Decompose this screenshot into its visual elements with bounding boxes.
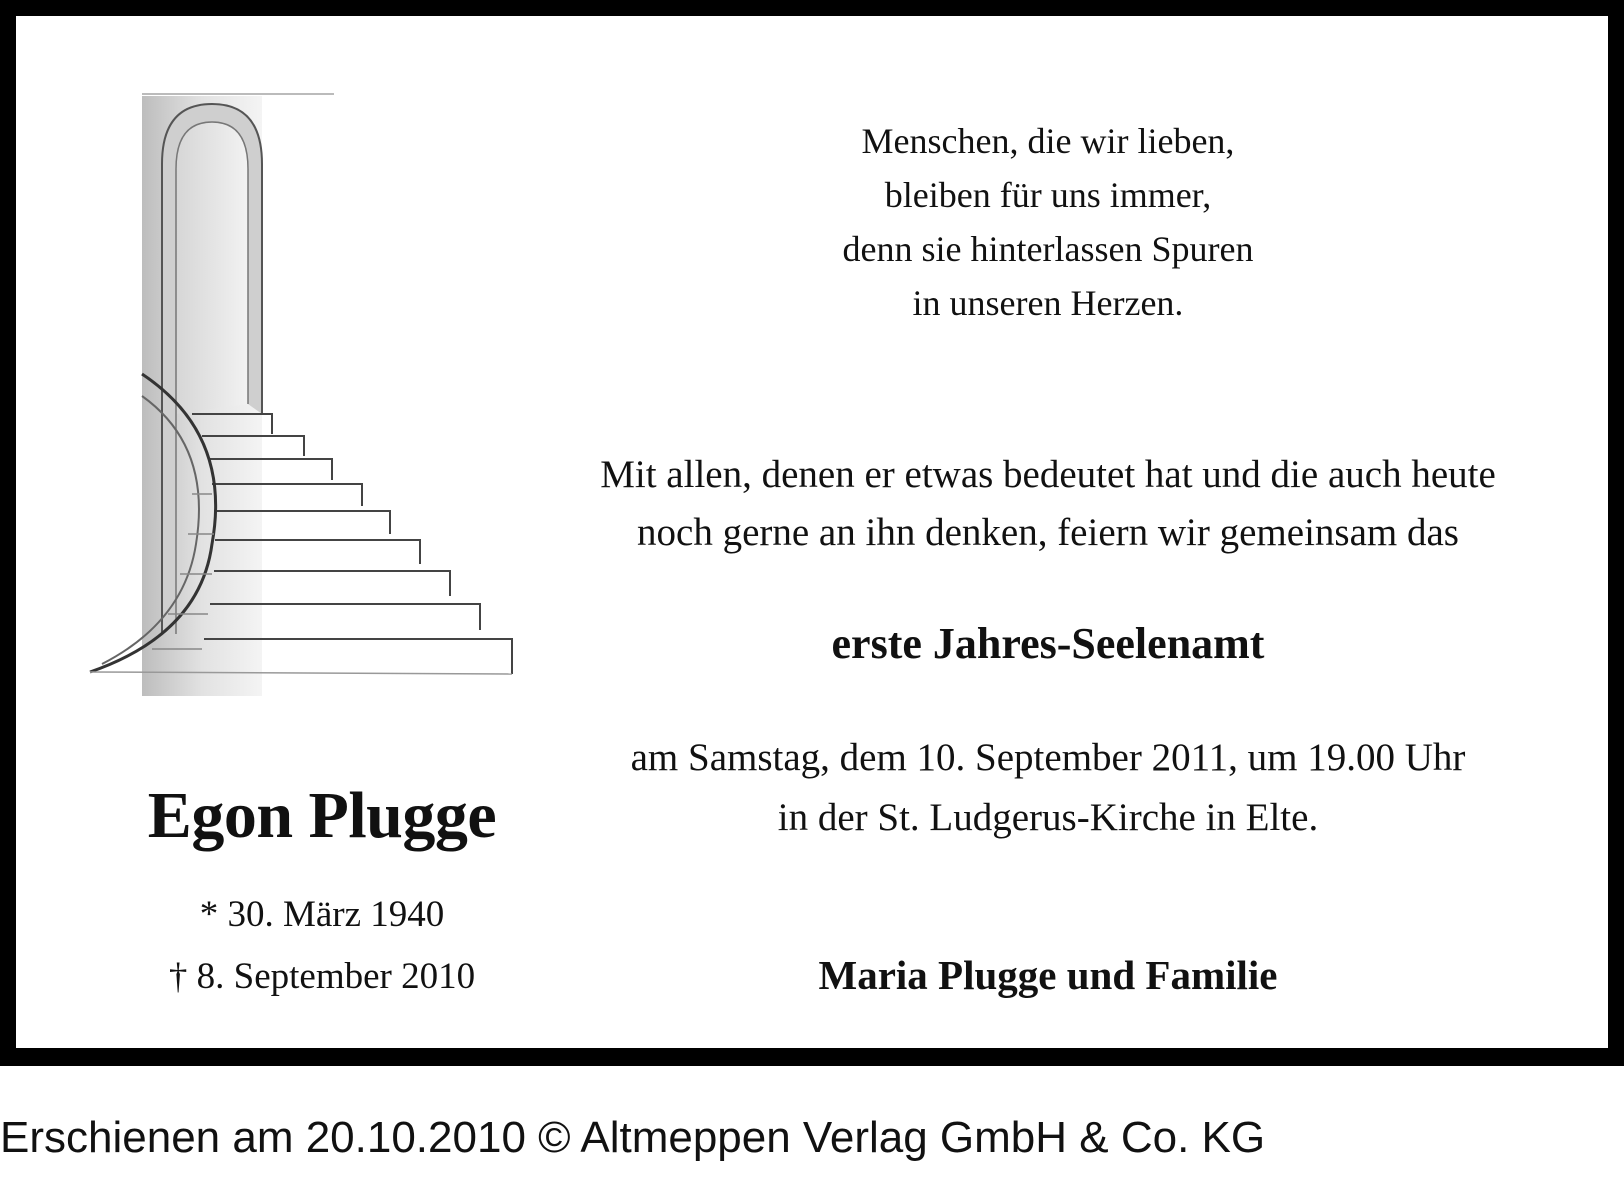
intro-line: Mit allen, denen er etwas bedeutet hat und die auch heute	[600, 453, 1496, 496]
birth-date: * 30. März 1940	[199, 894, 445, 935]
announcement-intro	[516, 446, 1580, 562]
memorial-poem	[516, 114, 1580, 330]
poem-line: bleiben für uns immer,	[884, 175, 1212, 215]
service-date: am Samstag, dem 10. September 2011, um 19.00 Uhr	[630, 736, 1466, 779]
service-location: in der St. Ludgerus-Kirche in Elte.	[777, 796, 1319, 839]
death-date: † 8. September 2010	[168, 956, 476, 997]
poem-line: denn sie hinterlassen Spuren	[842, 229, 1254, 269]
service-details	[516, 728, 1580, 848]
memorial-mass-title: erste Jahres-Seelenamt	[831, 619, 1265, 668]
poem-line: Menschen, die wir lieben,	[861, 121, 1235, 161]
publication-note: Erschienen am 20.10.2010 © Altmeppen Verlag GmbH & Co. KG	[0, 1113, 1266, 1162]
staircase-illustration	[72, 74, 532, 714]
deceased-name: Egon Plugge	[147, 779, 497, 852]
poem-line: in unseren Herzen.	[912, 283, 1184, 323]
mourners-signature: Maria Plugge und Familie	[818, 952, 1278, 998]
intro-line: noch gerne an ihn denken, feiern wir gemeinsam das	[637, 511, 1459, 554]
